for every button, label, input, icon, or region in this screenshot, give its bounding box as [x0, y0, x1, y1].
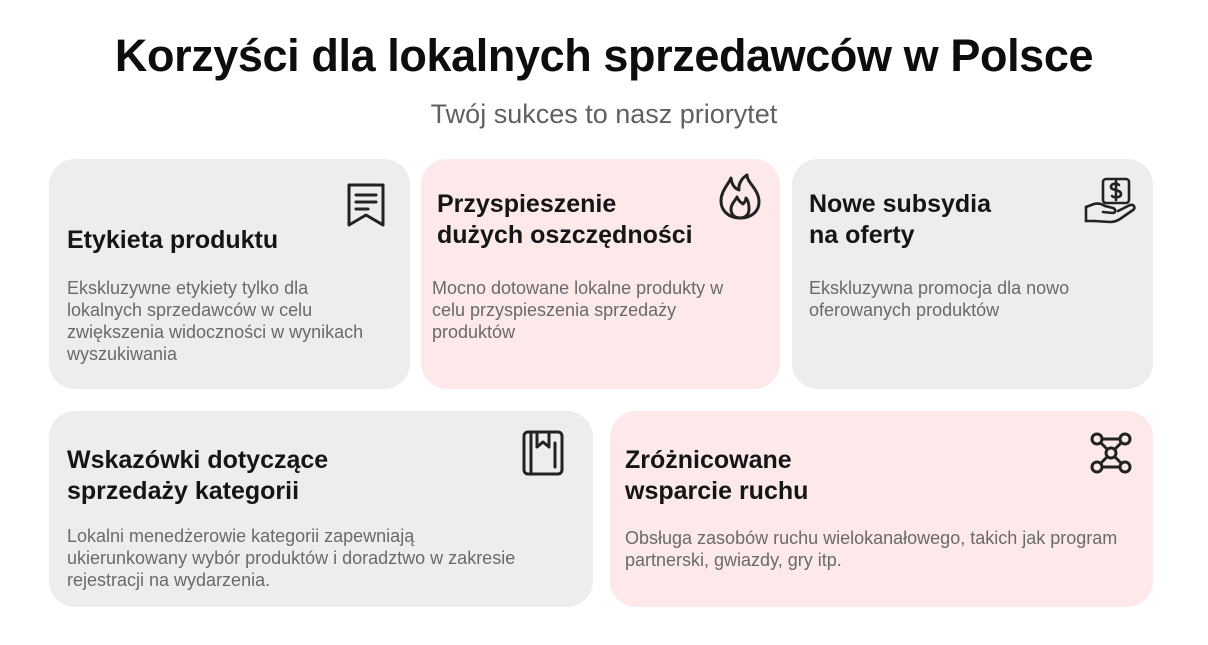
card-title: Wskazówki dotyczące sprzedaży kategorii [67, 446, 329, 505]
card-title: Zróżnicowane wsparcie ruchu [625, 446, 809, 505]
benefit-card-savings [421, 159, 780, 389]
network-nodes-icon [1089, 429, 1133, 477]
benefit-card-new-subsidies [792, 159, 1153, 389]
card-title: Nowe subsydia na oferty [809, 190, 991, 249]
page-subtitle: Twój sukces to nasz priorytet [430, 99, 778, 129]
page-title: Korzyści dla lokalnych sprzedawców w Polsce [114, 30, 1094, 81]
card-description: Obsługa zasobów ruchu wielokanałowego, takich jak program partnerski, gwiazdy, gry itp. [625, 528, 1118, 570]
card-description: Mocno dotowane lokalne produkty w celu przyspieszenia sprzedaży produktów [432, 278, 724, 342]
card-description: Lokalni menedżerowie kategorii zapewniają ukierunkowany wybór produktów i doradztwo w zakresie rejestracji na wydarzenia. [67, 526, 516, 590]
card-title: Etykieta produktu [67, 226, 279, 254]
card-description: Ekskluzywna promocja dla nowo oferowanych produktów [809, 278, 1070, 320]
benefit-card-product-label [49, 159, 410, 389]
bookmark-label-icon [344, 181, 388, 229]
hand-money-icon [1083, 177, 1137, 227]
card-title: Przyspieszenie dużych oszczędności [437, 190, 693, 249]
flame-icon [718, 173, 762, 221]
card-description: Ekskluzywne etykiety tylko dla lokalnych sprzedawców w celu zwiększenia widoczności w wynikach wyszukiwania [67, 278, 364, 364]
benefit-card-traffic-support [610, 411, 1153, 607]
benefit-card-category-guidance [49, 411, 593, 607]
book-icon [521, 429, 565, 477]
